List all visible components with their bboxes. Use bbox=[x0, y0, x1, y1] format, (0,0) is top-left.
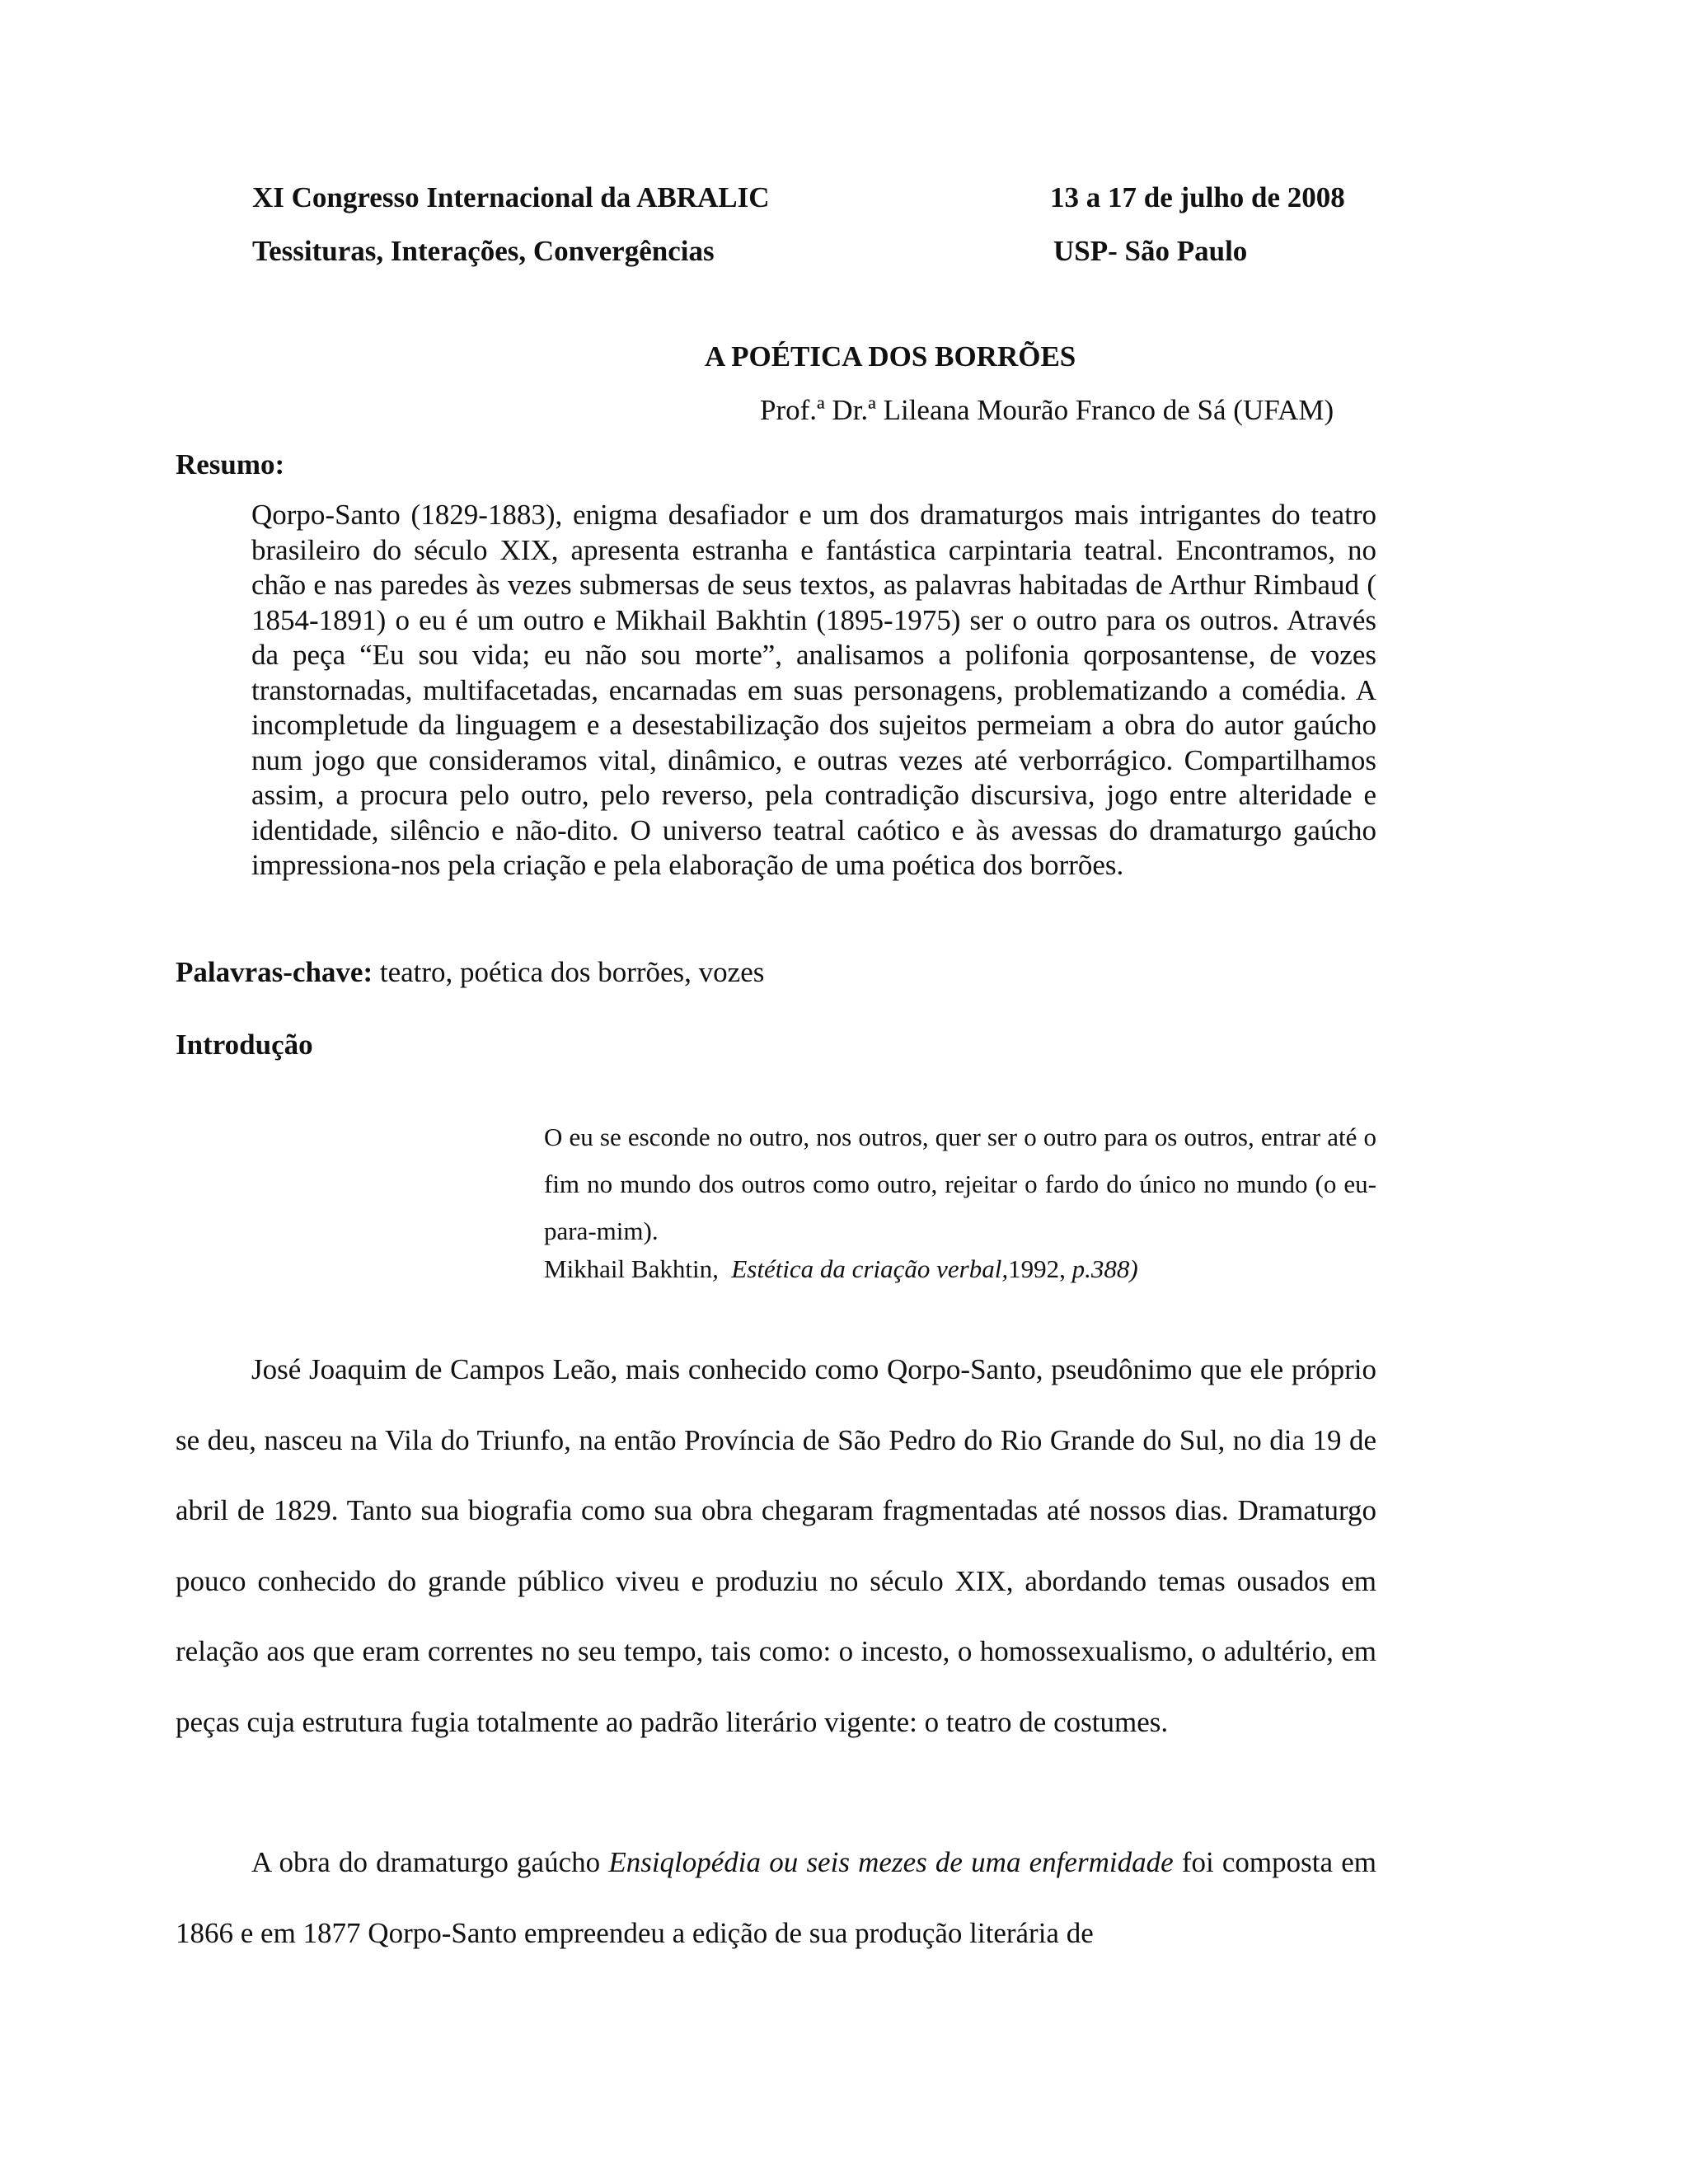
epigraph-citation bbox=[544, 1254, 1138, 1284]
conference-venue: USP- São Paulo bbox=[1053, 235, 1248, 267]
abstract-heading: Resumo: bbox=[176, 448, 285, 480]
paragraph2-before: A obra do dramaturgo gaúcho bbox=[251, 1846, 609, 1878]
conference-theme: Tessituras, Interações, Convergências bbox=[252, 235, 715, 267]
keywords-text: teatro, poética dos borrões, vozes bbox=[373, 956, 765, 988]
keywords-label: Palavras-chave: bbox=[176, 956, 373, 988]
citation-author: Mikhail Bakhtin bbox=[544, 1254, 713, 1283]
conference-dates: 13 a 17 de julho de 2008 bbox=[1050, 181, 1345, 213]
keywords-line bbox=[176, 956, 764, 989]
paragraph2-after: foi composta em 1866 e em 1877 Qorpo-Santo empreendeu a edição de sua produção literária de bbox=[176, 1846, 1376, 1949]
citation-year: 1992, bbox=[1008, 1254, 1072, 1283]
epigraph-quote: O eu se esconde no outro, nos outros, quer ser o outro para os outros, entrar até o fim no mundo dos outros como outro, rejeitar o fardo do único no mundo (o eu-para-mim). bbox=[544, 1122, 1376, 1245]
paper-author: Prof.ª Dr.ª Lileana Mourão Franco de Sá (UFAM) bbox=[760, 394, 1334, 426]
body-paragraph-2 bbox=[176, 1827, 1376, 1968]
abstract-text: Qorpo-Santo (1829-1883), enigma desafiador e um dos dramaturgos mais intrigantes do teatro brasileiro do século XIX, apresenta estranha e fantástica carpintaria teatral. Encontramos, no chão e nas paredes às vezes submersas de seus textos, as palavras habitadas de Arthur Rimbaud ( 1854-1891) o eu é um outro e Mikhail Bakhtin (1895-1975) ser o outro para os outros. Através da peça “Eu sou vida; eu não sou morte”, analisamos a polifonia qorposantense, de vozes transtornadas, multifacetadas, encarnadas em suas personagens, problematizando a comédia. A incompletude da linguagem e a desestabilização dos sujeitos permeiam a obra do autor gaúcho num jogo que consideramos vital, dinâmico, e outras vezes até verborrágico. Compartilhamos assim, a procura pelo outro, pelo reverso, pela contradição discursiva, jogo entre alteridade e identidade, silêncio e não-dito. O universo teatral caótico e às avessas do dramaturgo gaúcho impressiona-nos pela criação e pela elaboração de uma poética dos borrões. bbox=[251, 499, 1376, 881]
conference-name: XI Congresso Internacional da ABRALIC bbox=[252, 181, 770, 213]
citation-page: p.388) bbox=[1071, 1254, 1138, 1283]
citation-work: Estética da criação verbal, bbox=[731, 1254, 1009, 1283]
citation-comma: , bbox=[712, 1254, 719, 1283]
body-paragraph-1: José Joaquim de Campos Leão, mais conhecido como Qorpo-Santo, pseudônimo que ele próprio se deu, nasceu na Vila do Triunfo, na então Província de São Pedro do Rio Grande do Sul, no dia 19 de abril de 1829. Tanto sua biografia como sua obra chegaram fragmentadas até nossos dias. Dramaturgo pouco conhecido do grande público viveu e produziu no século XIX, abordando temas ousados em relação aos que eram correntes no seu tempo, tais como: o incesto, o homossexualismo, o adultério, em peças cuja estrutura fugia totalmente ao padrão literário vigente: o teatro de costumes. bbox=[176, 1353, 1376, 1738]
paper-title: A POÉTICA DOS BORRÕES bbox=[705, 340, 1076, 373]
introduction-heading: Introdução bbox=[176, 1029, 313, 1061]
paragraph2-work-title: Ensiqlopédia ou seis mezes de uma enfermidade bbox=[608, 1846, 1174, 1878]
